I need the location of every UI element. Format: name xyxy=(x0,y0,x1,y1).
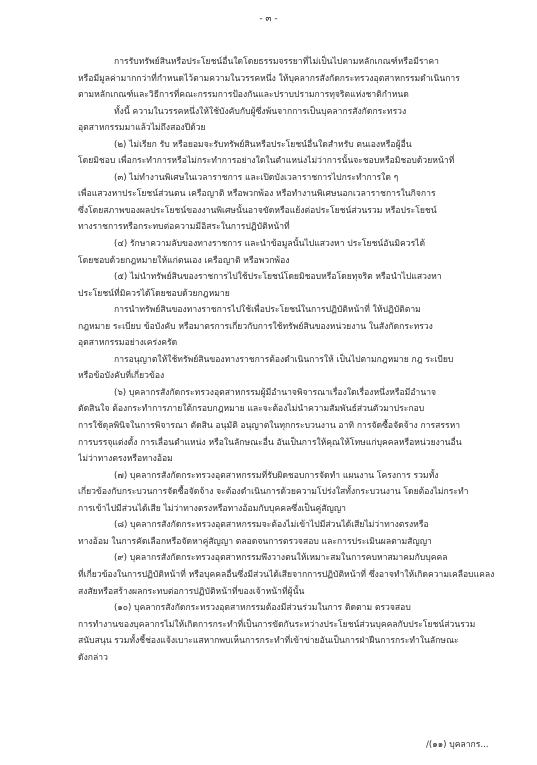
text-line: ประโยชน์ที่มิควรได้โดยชอบด้วยกฎหมาย xyxy=(78,288,230,299)
text-line: ทางอ้อม ในการคัดเลือกหรือจัดหาคู่สัญญา ตลอดจนการตรวจสอบ และการประเมินผลตามสัญญา xyxy=(78,536,432,547)
text-line: (๕) ไม่นำทรัพย์สินของราชการไปใช้ประโยชน์โดยมิชอบหรือโดยทุจริต หรือนำไปแสวงหา xyxy=(114,272,442,283)
text-line: โดยชอบด้วยกฎหมายให้แก่ตนเอง เครือญาติ หรือพวกพ้อง xyxy=(78,255,290,266)
text-line: เพื่อแสวงหาประโยชน์ส่วนตน เครือญาติ หรือพวกพ้อง หรือทำงานพิเศษนอกเวลาราชการในกิจการ xyxy=(78,189,436,200)
text-line: หรือมีมูลค่ามากกว่าที่กำหนดไว้ตามความในวรรคหนึ่ง ให้บุคลากรสังกัดกระทรวงอุตสาหกรรมดำเนินการ xyxy=(78,73,460,84)
text-line: หรือข้อบังคับที่เกี่ยวข้อง xyxy=(78,371,165,382)
text-line: กฎหมาย ระเบียบ ข้อบังคับ หรือมาตรการเกี่ยวกับการใช้ทรัพย์สินของหน่วยงาน ในสังกัดกระทรวง xyxy=(78,321,433,332)
text-line: การทำงานของบุคลากรไม่ให้เกิดการกระทำที่เป็นการขัดกันระหว่างประโยชน์ส่วนบุคคลกับประโยชน์ส่วนรวม xyxy=(78,619,476,630)
text-line: ตัดสินใจ ต้องกระทำการภายใต้กรอบกฎหมาย และจะต้องไม่นำความสัมพันธ์ส่วนตัวมาประกอบ xyxy=(78,404,425,415)
text-line: การรับทรัพย์สินหรือประโยชน์อื่นใดโดยธรรมจรรยาที่ไม่เป็นไปตามหลักเกณฑ์หรือมีราคา xyxy=(114,57,439,67)
text-line: การบรรจุแต่งตั้ง การเลื่อนตำแหน่ง หรือในลักษณะอื่น อันเป็นการให้คุณให้โทษแก่บุคคลหรือหน่วยงานอื่น xyxy=(78,437,462,448)
page-number: - ๓ - xyxy=(259,14,278,24)
text-line: ที่เกี่ยวข้องในการปฏิบัติหน้าที่ หรือบุคคลอื่นซึ่งมีส่วนได้เสียจากการปฏิบัติหน้าที่ ซึ่งอาจทำให้เกิดความเคลือบแคลง xyxy=(78,569,495,580)
text-line: สนับสนุน รวมทั้งชี้ช่องแจ้งเบาะแสหากพบเห็นการกระทำที่เข้าข่ายอันเป็นการฝ่าฝืนการกระทำในลักษณะ xyxy=(78,636,459,647)
text-line: ตามหลักเกณฑ์และวิธีการที่คณะกรรมการป้องกันและปราบปรามการทุจริตแห่งชาติกำหนด xyxy=(78,90,409,101)
text-line: (๒) ไม่เรียก รับ หรือยอมจะรับทรัพย์สินหรือประโยชน์อื่นใดสำหรับ ตนเองหรือผู้อื่น xyxy=(114,139,412,150)
text-line: อุตสาหกรรมมาแล้วไม่ถึงสองปีด้วย xyxy=(78,123,206,134)
text-line: (๘) บุคลากรสังกัดกระทรวงอุตสาหกรรมจะต้องไม่เข้าไปมีส่วนได้เสียไม่ว่าทางตรงหรือ xyxy=(114,520,429,531)
continuation-footer: /(๑๑) บุคลากร... xyxy=(426,740,489,750)
text-line: (๗) บุคลากรสังกัดกระทรวงอุตสาหกรรมที่รับผิดชอบการจัดทำ แผนงาน โครงการ รวมทั้ง xyxy=(114,470,439,481)
text-line: สงสัยหรือสร้างผลกระทบต่อการปฏิบัติหน้าที่ของเจ้าหน้าที่ผู้นั้น xyxy=(78,586,305,597)
text-line: การใช้ดุลพินิจในการพิจารณา ตัดสิน อนุมัติ อนุญาตในทุกกระบวนงาน อาทิ การจัดซื้อจัดจ้าง การสรรหา xyxy=(78,421,461,432)
document-body xyxy=(78,54,516,666)
text-line: อุตสาหกรรมอย่างเคร่งครัด xyxy=(78,338,178,349)
text-line: (๓) ไม่ทำงานพิเศษในเวลาราชการ และเปิดบังเวลาราชการไปกระทำการใด ๆ xyxy=(114,172,399,183)
text-line: ไม่ว่าทางตรงหรือทางอ้อม xyxy=(78,454,173,465)
text-line: (๑๐) บุคลากรสังกัดกระทรวงอุตสาหกรรมต้องมีส่วนร่วมในการ ติดตาม ตรวจสอบ xyxy=(114,603,411,614)
text-line: (๔) รักษาความลับของทางราชการ และนำข้อมูลนั้นไปแสวงหา ประโยชน์อันมิควรได้ xyxy=(114,239,426,250)
text-line: ทางราชการหรือกระทบต่อความมีอิสระในการปฏิบัติหน้าที่ xyxy=(78,222,290,233)
text-line: (๙) บุคลากรสังกัดกระทรวงอุตสาหกรรมพึงวางตนให้เหมาะสมในการคบหาสมาคมกับบุคคล xyxy=(114,553,448,564)
text-line: โดยมิชอบ เพื่อกระทำการหรือไม่กระทำการอย่างใดในตำแหน่งไม่ว่าการนั้นจะชอบหรือมิชอบด้วยหน้าที่ xyxy=(78,156,455,167)
text-line: การอนุญาตให้ใช้ทรัพย์สินของทางราชการต้องดำเนินการให้ เป็นไปตามกฎหมาย กฎ ระเบียบ xyxy=(114,354,454,365)
text-line: (๖) บุคลากรสังกัดกระทรวงอุตสาหกรรมผู้มีอำนาจพิจารณาเรื่องใดเรื่องหนึ่งหรือมีอำนาจ xyxy=(114,387,437,398)
text-line: ซึ่งโดยสภาพของผลประโยชน์ของงานพิเศษนั้นอาจขัดหรือแย้งต่อประโยชน์ส่วนรวม หรือประโยชน์ xyxy=(78,205,437,216)
text-line: การเข้าไปมีส่วนได้เสีย ไม่ว่าทางตรงหรือทางอ้อมกับบุคคลซึ่งเป็นคู่สัญญา xyxy=(78,503,346,514)
text-line: เกี่ยวข้องกับกระบวนการจัดซื้อจัดจ้าง จะต้องดำเนินการด้วยความโปร่งใสทั้งกระบวนงาน โดยต้องไม่กระทำ xyxy=(78,487,469,498)
text-line: การนำทรัพย์สินของทางราชการไปใช้เพื่อประโยชน์ในการปฏิบัติหน้าที่ ให้ปฏิบัติตาม xyxy=(114,305,421,316)
text-line: ดังกล่าว xyxy=(78,652,108,663)
text-line: ทั้งนี้ ความในวรรคหนึ่งให้ใช้บังคับกับผู้ซึ่งพ้นจากการเป็นบุคลากรสังกัดกระทรวง xyxy=(114,106,407,117)
